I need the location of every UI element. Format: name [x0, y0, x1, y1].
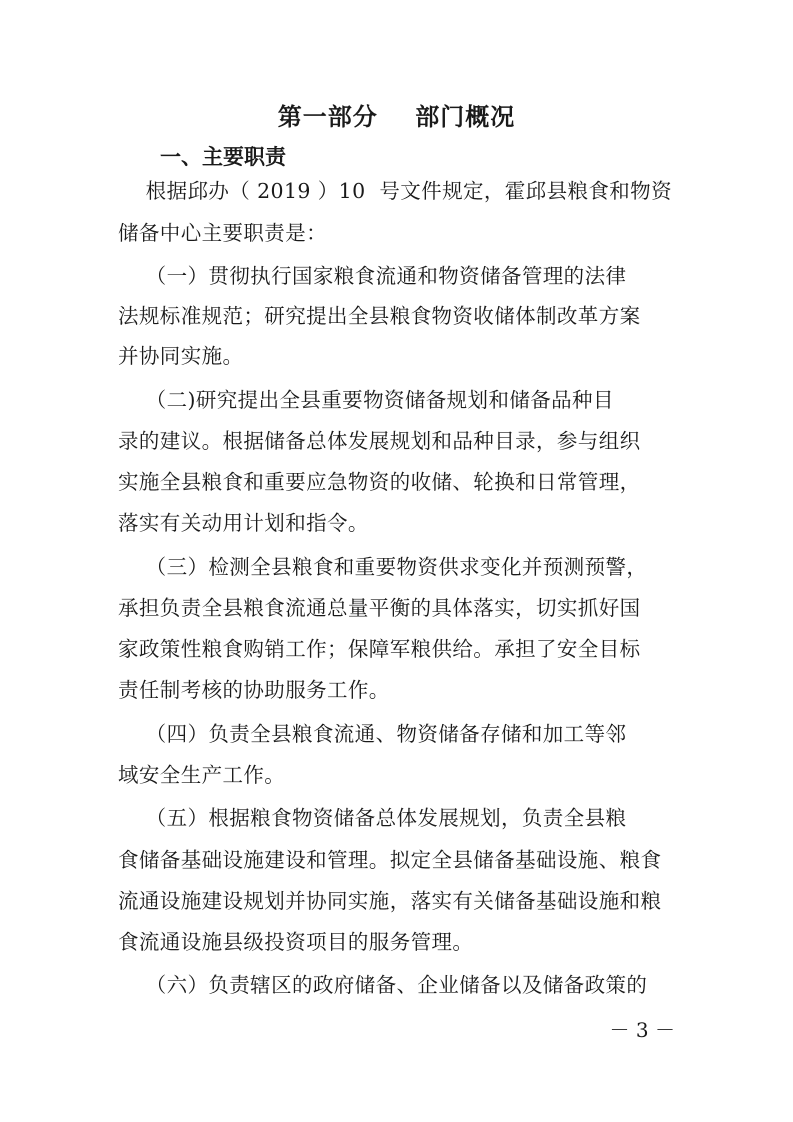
paragraph-line: 储备中心主要职责是：: [118, 221, 327, 245]
paragraph-line: （四）负责全县粮食流通、物资储备存储和加工等邻: [118, 722, 627, 746]
paragraph-line: （二)研究提出全县重要物资储备规划和储备品种目: [118, 388, 614, 412]
paragraph-line: （五）根据粮食物资储备总体发展规划，负责全县粮: [118, 806, 627, 830]
paragraph-line: 食储备基础设施建设和管理。拟定全县储备基础设施、粮食: [118, 848, 662, 872]
paragraph-line: 流通设施建设规划并协同实施，落实有关储备基础设施和粮: [118, 889, 662, 913]
paragraph-line: 根据邱办（ 2019 ）10 号文件规定，霍邱县粮食和物资: [118, 179, 672, 203]
paragraph-line: （一）贯彻执行国家粮食流通和物资储备管理的法律: [118, 264, 627, 288]
page-title: 第一部分 部门概况: [277, 103, 516, 131]
paragraph-line: 法规标准规范；研究提出全县粮食物资收储体制改革方案: [118, 304, 641, 328]
paragraph-line: 责任制考核的协助服务工作。: [118, 678, 390, 702]
section-heading: 一、主要职责: [160, 145, 286, 169]
paragraph-line: 并协同实施。: [118, 344, 244, 368]
paragraph-line: 落实有关动用计划和指令。: [118, 511, 369, 535]
paragraph-line: 录的建议。根据储备总体发展规划和品种目录，参与组织: [118, 429, 641, 453]
paragraph-line: 实施全县粮食和重要应急物资的收储、轮换和日常管理，: [118, 470, 641, 494]
paragraph-line: 家政策性粮食购销工作；保障军粮供给。承担了安全目标: [118, 637, 641, 661]
paragraph-line: 食流通设施县级投资项目的服务管理。: [118, 930, 474, 954]
page-number: － 3 －: [609, 1018, 675, 1042]
paragraph-line: 域安全生产工作。: [118, 763, 286, 787]
paragraph-line: 承担负责全县粮食流通总量平衡的具体落实，切实抓好国: [118, 596, 641, 620]
paragraph-line: （六）负责辖区的政府储备、企业储备以及储备政策的: [118, 973, 648, 997]
paragraph-line: （三）检测全县粮食和重要物资供求变化并预测预警，: [118, 555, 648, 579]
